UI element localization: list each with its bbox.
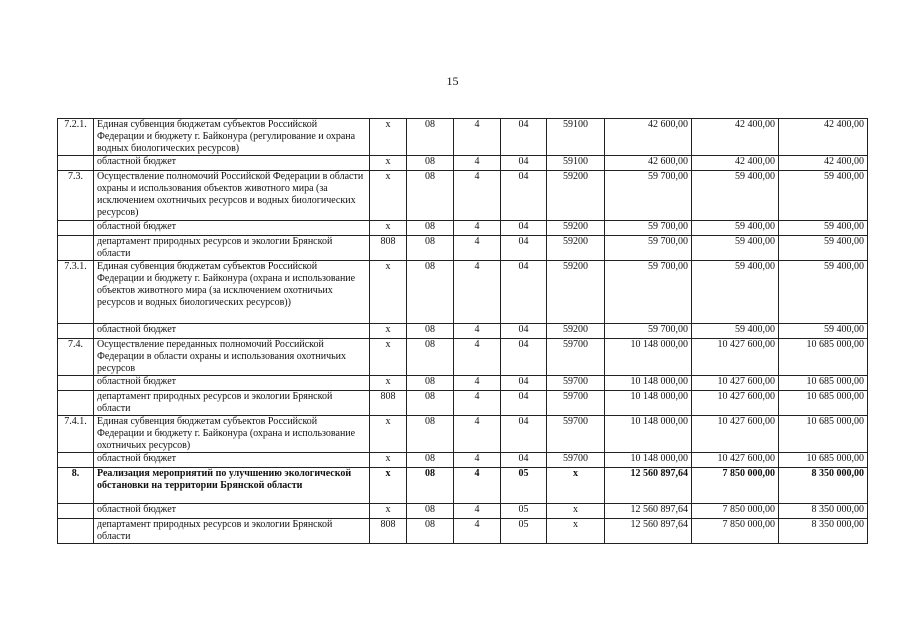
- row-name: Реализация мероприятий по улучшению экологической обстановки на территории Брянской области: [94, 468, 370, 504]
- target-article-code: 59700: [547, 416, 605, 453]
- budget-table: [57, 118, 868, 544]
- program-code: 4: [454, 324, 501, 339]
- amount-year-2: 42 400,00: [692, 119, 779, 156]
- amount-year-2: 10 427 600,00: [692, 376, 779, 391]
- section-code: 08: [407, 324, 454, 339]
- section-code: 08: [407, 171, 454, 221]
- grbs-code: х: [370, 261, 407, 324]
- section-code: 08: [407, 468, 454, 504]
- row-number: 7.2.1.: [58, 119, 94, 156]
- grbs-code: х: [370, 416, 407, 453]
- grbs-code: 808: [370, 236, 407, 261]
- grbs-code: х: [370, 324, 407, 339]
- amount-year-2: 10 427 600,00: [692, 416, 779, 453]
- amount-year-2: 10 427 600,00: [692, 339, 779, 376]
- subprogram-code: 04: [501, 391, 547, 416]
- amount-year-1: 59 700,00: [605, 324, 692, 339]
- amount-year-2: 10 427 600,00: [692, 391, 779, 416]
- table-row: [58, 236, 868, 261]
- row-name: Единая субвенция бюджетам субъектов Российской Федерации и бюджету г. Байконура (охрана и использование охотничьих ресурсов): [94, 416, 370, 453]
- subprogram-code: 05: [501, 519, 547, 544]
- target-article-code: 59700: [547, 376, 605, 391]
- amount-year-3: 8 350 000,00: [779, 468, 868, 504]
- table-row: [58, 416, 868, 453]
- subprogram-code: 04: [501, 156, 547, 171]
- amount-year-3: 42 400,00: [779, 156, 868, 171]
- section-code: 08: [407, 391, 454, 416]
- amount-year-1: 59 700,00: [605, 261, 692, 324]
- row-number: [58, 504, 94, 519]
- table-row: [58, 391, 868, 416]
- row-name: департамент природных ресурсов и экологии Брянской области: [94, 236, 370, 261]
- amount-year-1: 42 600,00: [605, 156, 692, 171]
- target-article-code: х: [547, 504, 605, 519]
- row-name: областной бюджет: [94, 156, 370, 171]
- amount-year-3: 10 685 000,00: [779, 339, 868, 376]
- grbs-code: х: [370, 339, 407, 376]
- amount-year-2: 59 400,00: [692, 261, 779, 324]
- amount-year-3: 59 400,00: [779, 324, 868, 339]
- table-row: [58, 119, 868, 156]
- target-article-code: 59700: [547, 453, 605, 468]
- amount-year-2: 7 850 000,00: [692, 519, 779, 544]
- row-name: областной бюджет: [94, 324, 370, 339]
- table-row: [58, 261, 868, 324]
- program-code: 4: [454, 519, 501, 544]
- row-number: 7.4.1.: [58, 416, 94, 453]
- row-name: Единая субвенция бюджетам субъектов Российской Федерации и бюджету г. Байконура (регулирование и охрана водных биологических ресурсов): [94, 119, 370, 156]
- target-article-code: 59200: [547, 324, 605, 339]
- amount-year-3: 10 685 000,00: [779, 391, 868, 416]
- subprogram-code: 04: [501, 324, 547, 339]
- section-code: 08: [407, 119, 454, 156]
- amount-year-2: 59 400,00: [692, 171, 779, 221]
- amount-year-1: 59 700,00: [605, 236, 692, 261]
- amount-year-2: 7 850 000,00: [692, 468, 779, 504]
- amount-year-3: 42 400,00: [779, 119, 868, 156]
- row-name: областной бюджет: [94, 221, 370, 236]
- subprogram-code: 04: [501, 453, 547, 468]
- row-name: областной бюджет: [94, 504, 370, 519]
- amount-year-3: 10 685 000,00: [779, 416, 868, 453]
- target-article-code: 59200: [547, 261, 605, 324]
- amount-year-3: 10 685 000,00: [779, 453, 868, 468]
- amount-year-3: 8 350 000,00: [779, 519, 868, 544]
- row-name: департамент природных ресурсов и экологии Брянской области: [94, 391, 370, 416]
- table-row: [58, 156, 868, 171]
- subprogram-code: 04: [501, 171, 547, 221]
- table-row: [58, 339, 868, 376]
- table-row: [58, 468, 868, 504]
- program-code: 4: [454, 453, 501, 468]
- section-code: 08: [407, 261, 454, 324]
- grbs-code: х: [370, 453, 407, 468]
- amount-year-1: 10 148 000,00: [605, 453, 692, 468]
- table-row: [58, 324, 868, 339]
- amount-year-2: 42 400,00: [692, 156, 779, 171]
- section-code: 08: [407, 376, 454, 391]
- row-number: [58, 391, 94, 416]
- grbs-code: 808: [370, 519, 407, 544]
- program-code: 4: [454, 376, 501, 391]
- table-row: [58, 519, 868, 544]
- grbs-code: х: [370, 504, 407, 519]
- row-name: департамент природных ресурсов и экологии Брянской области: [94, 519, 370, 544]
- subprogram-code: 04: [501, 416, 547, 453]
- section-code: 08: [407, 236, 454, 261]
- amount-year-1: 42 600,00: [605, 119, 692, 156]
- section-code: 08: [407, 504, 454, 519]
- section-code: 08: [407, 339, 454, 376]
- amount-year-2: 10 427 600,00: [692, 453, 779, 468]
- program-code: 4: [454, 468, 501, 504]
- grbs-code: х: [370, 221, 407, 236]
- amount-year-2: 59 400,00: [692, 236, 779, 261]
- amount-year-1: 59 700,00: [605, 221, 692, 236]
- row-number: 7.3.1.: [58, 261, 94, 324]
- amount-year-2: 59 400,00: [692, 324, 779, 339]
- row-number: 7.4.: [58, 339, 94, 376]
- subprogram-code: 05: [501, 468, 547, 504]
- target-article-code: 59200: [547, 221, 605, 236]
- amount-year-3: 59 400,00: [779, 221, 868, 236]
- target-article-code: х: [547, 468, 605, 504]
- subprogram-code: 05: [501, 504, 547, 519]
- program-code: 4: [454, 221, 501, 236]
- program-code: 4: [454, 119, 501, 156]
- grbs-code: х: [370, 376, 407, 391]
- row-number: 7.3.: [58, 171, 94, 221]
- target-article-code: 59100: [547, 156, 605, 171]
- amount-year-3: 8 350 000,00: [779, 504, 868, 519]
- program-code: 4: [454, 236, 501, 261]
- amount-year-1: 12 560 897,64: [605, 504, 692, 519]
- grbs-code: х: [370, 156, 407, 171]
- section-code: 08: [407, 221, 454, 236]
- amount-year-1: 10 148 000,00: [605, 339, 692, 376]
- section-code: 08: [407, 416, 454, 453]
- amount-year-1: 12 560 897,64: [605, 519, 692, 544]
- subprogram-code: 04: [501, 119, 547, 156]
- section-code: 08: [407, 156, 454, 171]
- target-article-code: 59200: [547, 236, 605, 261]
- amount-year-2: 7 850 000,00: [692, 504, 779, 519]
- amount-year-3: 59 400,00: [779, 171, 868, 221]
- amount-year-1: 59 700,00: [605, 171, 692, 221]
- amount-year-3: 59 400,00: [779, 261, 868, 324]
- table-row: [58, 453, 868, 468]
- row-name: областной бюджет: [94, 376, 370, 391]
- target-article-code: 59700: [547, 339, 605, 376]
- program-code: 4: [454, 261, 501, 324]
- grbs-code: х: [370, 468, 407, 504]
- program-code: 4: [454, 339, 501, 376]
- row-number: 8.: [58, 468, 94, 504]
- program-code: 4: [454, 156, 501, 171]
- grbs-code: х: [370, 171, 407, 221]
- row-number: [58, 324, 94, 339]
- grbs-code: 808: [370, 391, 407, 416]
- subprogram-code: 04: [501, 261, 547, 324]
- subprogram-code: 04: [501, 339, 547, 376]
- program-code: 4: [454, 504, 501, 519]
- amount-year-3: 10 685 000,00: [779, 376, 868, 391]
- row-number: [58, 519, 94, 544]
- amount-year-1: 12 560 897,64: [605, 468, 692, 504]
- row-number: [58, 453, 94, 468]
- row-name: Единая субвенция бюджетам субъектов Российской Федерации и бюджету г. Байконура (охрана и использование объектов животного мира (за исключением охотничьих ресурсов и водных биологических ресурсов)): [94, 261, 370, 324]
- subprogram-code: 04: [501, 221, 547, 236]
- subprogram-code: 04: [501, 376, 547, 391]
- amount-year-3: 59 400,00: [779, 236, 868, 261]
- target-article-code: 59700: [547, 391, 605, 416]
- row-name: Осуществление полномочий Российской Федерации в области охраны и использования объектов животного мира (за исключением охотничьих ресурсов и водных биологических ресурсов): [94, 171, 370, 221]
- section-code: 08: [407, 519, 454, 544]
- grbs-code: х: [370, 119, 407, 156]
- subprogram-code: 04: [501, 236, 547, 261]
- row-name: Осуществление переданных полномочий Российской Федерации в области охраны и использования охотничьих ресурсов: [94, 339, 370, 376]
- row-number: [58, 156, 94, 171]
- row-number: [58, 376, 94, 391]
- table-row: [58, 504, 868, 519]
- amount-year-1: 10 148 000,00: [605, 416, 692, 453]
- target-article-code: 59100: [547, 119, 605, 156]
- table-row: [58, 376, 868, 391]
- target-article-code: х: [547, 519, 605, 544]
- table-row: [58, 221, 868, 236]
- target-article-code: 59200: [547, 171, 605, 221]
- row-name: областной бюджет: [94, 453, 370, 468]
- table-row: [58, 171, 868, 221]
- row-number: [58, 221, 94, 236]
- amount-year-1: 10 148 000,00: [605, 376, 692, 391]
- program-code: 4: [454, 416, 501, 453]
- amount-year-1: 10 148 000,00: [605, 391, 692, 416]
- program-code: 4: [454, 171, 501, 221]
- program-code: 4: [454, 391, 501, 416]
- section-code: 08: [407, 453, 454, 468]
- page-number: 15: [446, 74, 459, 88]
- amount-year-2: 59 400,00: [692, 221, 779, 236]
- row-number: [58, 236, 94, 261]
